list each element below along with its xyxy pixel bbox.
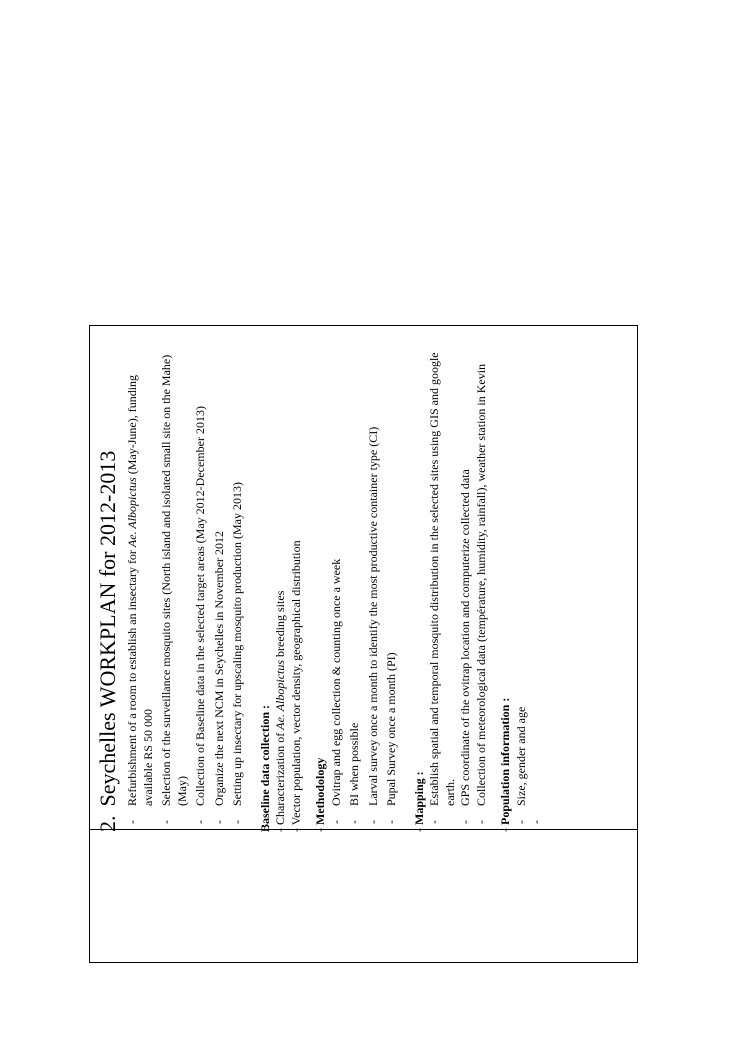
baseline-heading: Baseline data collection : xyxy=(257,705,272,832)
baseline-line-2: - Vector population, vector density, geographical distribution xyxy=(288,540,303,832)
mapping-list xyxy=(427,342,489,832)
mapping-heading-line: - Mapping : xyxy=(411,771,426,832)
population-heading-line: - Population information : xyxy=(498,697,512,832)
list-item: - Setting up insectary for upscaling mosquito production (May 2013) xyxy=(230,482,244,824)
population-list: - Size, gender and age - xyxy=(514,342,530,832)
baseline-line-1: - Characterization of Ae. Albopictus breeding sites xyxy=(273,590,287,832)
baseline-section xyxy=(258,342,305,832)
intro-list xyxy=(125,342,246,832)
page-title xyxy=(95,342,121,832)
list-item: - GPS coordinate of the ovitrap location and computerize collected data xyxy=(458,469,472,824)
rotated-content xyxy=(95,342,635,832)
methodology-section xyxy=(313,342,400,832)
list-item: - Establish spatial and temporal mosquito distribution in the selected sites using GIS and google earth. xyxy=(427,352,457,824)
list-item: - Size, gender and age xyxy=(513,706,528,824)
list-item: - Organize the next NCM in Seychelles in November 2012 xyxy=(211,530,226,824)
list-item: - Selection of the surveillance mosquito sites (North island and isolated small site on the Mahe) (May) xyxy=(159,354,189,824)
methodology-heading-line: - Methodology xyxy=(313,757,327,832)
list-item: - Collection of meteorological data (température, humidity, rainfall), weather station in Kevin xyxy=(473,363,488,824)
section-number: 2. xyxy=(95,815,120,832)
population-section xyxy=(498,342,543,832)
methodology-list xyxy=(329,342,400,832)
list-item: - Collection of Baseline data in the selected target areas (May 2012-December 2013) xyxy=(193,406,207,824)
mapping-section xyxy=(412,342,490,832)
list-item: - BI when possible xyxy=(347,722,361,824)
section-title: Seychelles WORKPLAN for 2012-2013 xyxy=(95,450,120,807)
list-item: - Pupal Survey once a month (PI) xyxy=(384,652,398,824)
list-item: - Larval survey once a month to identify the most productive container type (CI) xyxy=(365,426,380,824)
list-item: - Ovitrap and egg collection & counting once a week xyxy=(328,558,343,824)
list-item: - Refurbishment of a room to establish an insectary for Ae. Albopictus (May-June), funding available RS 50 000 xyxy=(125,374,155,824)
